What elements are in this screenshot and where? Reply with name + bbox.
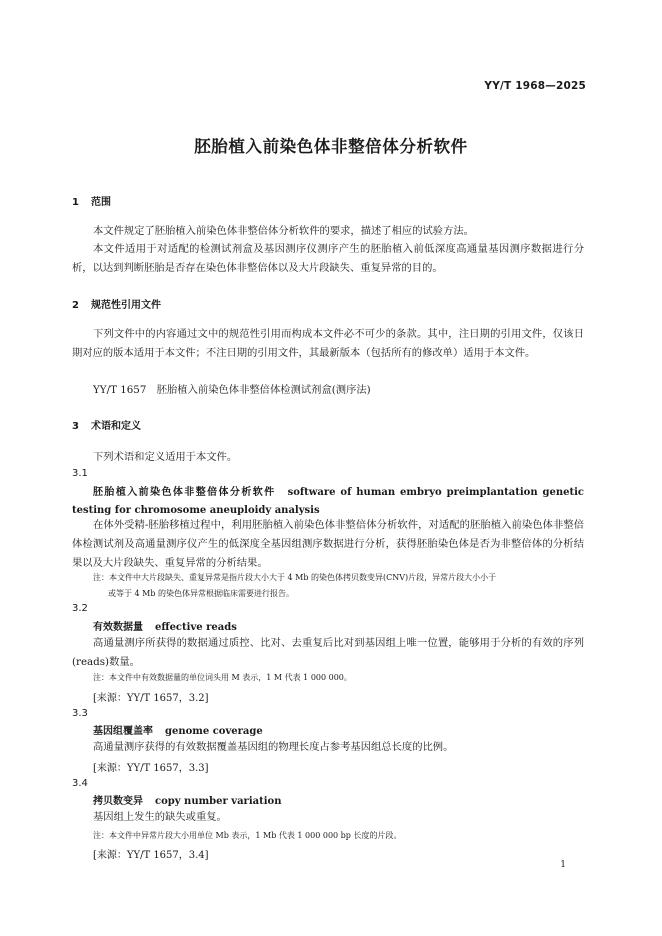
term-definition: 高通量测序所获得的数据通过质控、比对、去重复后比对到基因组上唯一位置，能够用于分析的有效的序列(reads)数量。 — [72, 637, 584, 668]
standard-code: YY/T 1968—2025 — [484, 80, 586, 92]
term-en: software of human embryo preimplantation genetic testing for chromosome aneuploidy analysis — [72, 487, 585, 516]
note-line-2: 或等于 4 Mb 的染色体异常根据临床需要进行报告。 — [108, 589, 295, 598]
term-en: genome coverage — [165, 726, 263, 737]
section-number: 2 — [72, 300, 79, 311]
section-number: 3 — [72, 421, 79, 432]
term-note: 注：本文件中异常片段大小用单位 Mb 表示，1 Mb 代表 1 000 000 bp 长度的片段。 — [93, 831, 402, 840]
section-1-para-1: 本文件规定了胚胎植入前染色体非整倍体分析软件的要求，描述了相应的试验方法。 — [93, 225, 474, 237]
section-number: 1 — [72, 197, 79, 208]
section-2-heading — [72, 296, 161, 311]
normative-reference: YY/T 1657 胚胎植入前染色体非整倍体检测试剂盒(测序法) — [93, 384, 371, 396]
term-definition: 高通量测序获得的有效数据覆盖基因组的物理长度占参考基因组总长度的比例。 — [93, 741, 454, 753]
term-source: [来源：YY/T 1657，3.3] — [93, 763, 209, 774]
term-source: [来源：YY/T 1657，3.2] — [93, 693, 209, 704]
section-title: 规范性引用文件 — [91, 300, 161, 311]
note-line-1: 注：本文件中大片段缺失、重复异常是指片段大小大于 4 Mb 的染色体拷贝数变异(CNV)片段，异常片段大小小于 — [93, 573, 497, 582]
term-definition: 基因组上发生的缺失或重复。 — [93, 811, 227, 823]
term-number: 3.1 — [72, 468, 88, 479]
term-note — [93, 570, 583, 602]
term-zh: 拷贝数变异 — [93, 796, 143, 807]
term-heading — [72, 484, 584, 520]
term-en: effective reads — [155, 622, 237, 633]
section-2-para-1: 下列文件中的内容通过文中的规范性引用而构成本文件必不可少的条款。其中，注日期的引用文件，仅该日期对应的版本适用于本文件；不注日期的引用文件，其最新版本（包括所有的修改单）适用于本文件。 — [72, 328, 584, 359]
document-title: 胚胎植入前染色体非整倍体分析软件 — [194, 137, 468, 156]
term-source: [来源：YY/T 1657，3.4] — [93, 850, 209, 861]
term-en: copy number variation — [155, 796, 282, 807]
term-note: 注：本文件中有效数据量的单位词头用 M 表示，1 M 代表 1 000 000。 — [93, 673, 352, 682]
term-definition: 在体外受精-胚胎移植过程中，利用胚胎植入前染色体非整倍体分析软件，对适配的胚胎植入前染色体非整倍体检测试剂及高通量测序仪产生的低深度全基因组测序数据进行分析，获得胚胎染色体是否为非整倍体的分析结果以及大片段缺失、重复异常的分析结果。 — [72, 519, 584, 569]
term-number: 3.3 — [72, 708, 88, 719]
section-1-para-2: 本文件适用于对适配的检测试剂盒及基因测序仪测序产生的胚胎植入前低深度高通量基因测序数据进行分析，以达到判断胚胎是否存在染色体非整倍体以及大片段缺失、重复异常的目的。 — [72, 243, 584, 274]
section-title: 术语和定义 — [91, 421, 141, 432]
term-zh: 胚胎植入前染色体非整倍体分析软件 — [93, 487, 276, 498]
section-title: 范围 — [91, 197, 111, 208]
section-3-heading — [72, 417, 141, 432]
section-3-intro: 下列术语和定义适用于本文件。 — [93, 451, 238, 463]
term-number: 3.4 — [72, 778, 88, 789]
term-number: 3.2 — [72, 603, 88, 614]
section-1-heading — [72, 193, 111, 208]
page-number: 1 — [560, 860, 566, 870]
term-zh: 基因组覆盖率 — [93, 726, 153, 737]
term-zh: 有效数据量 — [93, 622, 143, 633]
